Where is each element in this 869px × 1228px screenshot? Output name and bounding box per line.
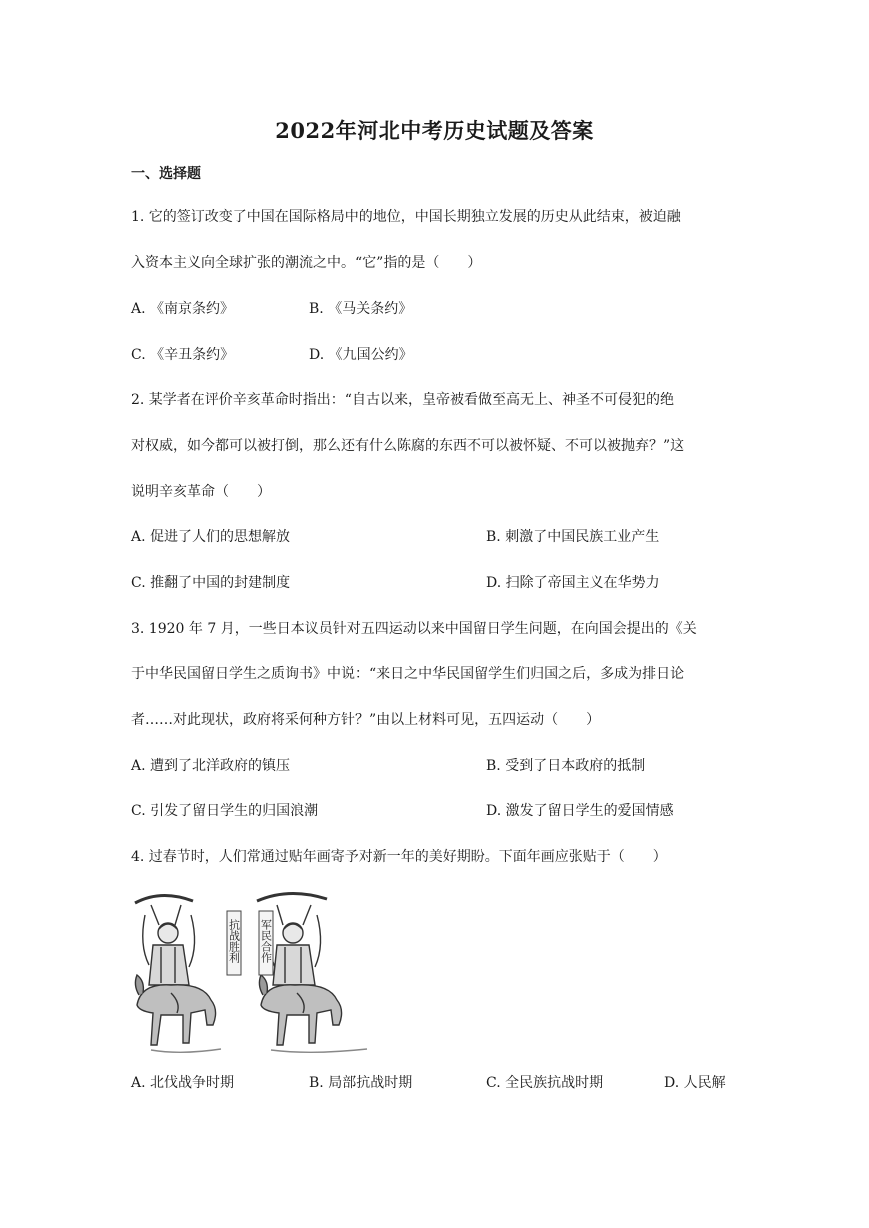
q1-option-a: A. 《南京条约》	[131, 301, 235, 317]
q2-option-a: A. 促进了人们的思想解放	[131, 529, 291, 545]
q4-option-b: B. 局部抗战时期	[309, 1075, 413, 1091]
left-warrior-figure	[135, 895, 221, 1052]
q2-option-d: D. 扫除了帝国主义在华势力	[486, 575, 660, 591]
q3-option-a: A. 遭到了北洋政府的镇压	[131, 758, 291, 774]
q2-text-line3: 说明辛亥革命（ ）	[131, 484, 271, 500]
page-title: 2022年河北中考历史试题及答案	[275, 118, 594, 143]
q4-option-c: C. 全民族抗战时期	[486, 1075, 604, 1091]
q3-text-line3: 者……对此现状，政府将采何种方针？”由以上材料可见，五四运动（ ）	[131, 712, 601, 728]
left-banner-text: 抗战胜利	[227, 919, 241, 963]
q2-text-line1: 2. 某学者在评价辛亥革命时指出：“自古以来，皇帝被看做至高无上、神圣不可侵犯的绝	[131, 392, 674, 408]
q3-option-c: C. 引发了留日学生的归国浪潮	[131, 803, 319, 819]
q3-text-line1: 3. 1920 年 7 月，一些日本议员针对五四运动以来中国留日学生问题，在向国会提出的《关	[131, 621, 697, 637]
new-year-painting-image	[131, 885, 381, 1060]
q3-text-line2: 于中华民国留日学生之质询书》中说：“来日之中华民国留学生们归国之后，多成为排日论	[131, 666, 685, 682]
q4-option-a: A. 北伐战争时期	[131, 1075, 235, 1091]
q3-option-d: D. 激发了留日学生的爱国情感	[486, 803, 674, 819]
q1-option-b: B. 《马关条约》	[309, 301, 413, 317]
right-banner-text: 军民合作	[259, 919, 273, 963]
q3-option-b: B. 受到了日本政府的抵制	[486, 758, 646, 774]
q1-option-c: C. 《辛丑条约》	[131, 347, 235, 363]
q2-text-line2: 对权威，如今都可以被打倒，那么还有什么陈腐的东西不可以被怀疑、不可以被抛弃？”这	[131, 438, 685, 454]
q1-option-d: D. 《九国公约》	[309, 347, 413, 363]
section-heading: 一、选择题	[131, 166, 201, 182]
q1-text-line1: 1. 它的签订改变了中国在国际格局中的地位，中国长期独立发展的历史从此结束，被迫融	[131, 209, 681, 225]
q2-option-c: C. 推翻了中国的封建制度	[131, 575, 291, 591]
q1-text-line2: 入资本主义向全球扩张的潮流之中。“它”指的是（ ）	[131, 255, 482, 271]
q2-option-b: B. 刺激了中国民族工业产生	[486, 529, 660, 545]
q4-text-line1: 4. 过春节时，人们常通过贴年画寄予对新一年的美好期盼。下面年画应张贴于（ ）	[131, 849, 667, 865]
q4-option-d: D. 人民解	[664, 1075, 726, 1091]
